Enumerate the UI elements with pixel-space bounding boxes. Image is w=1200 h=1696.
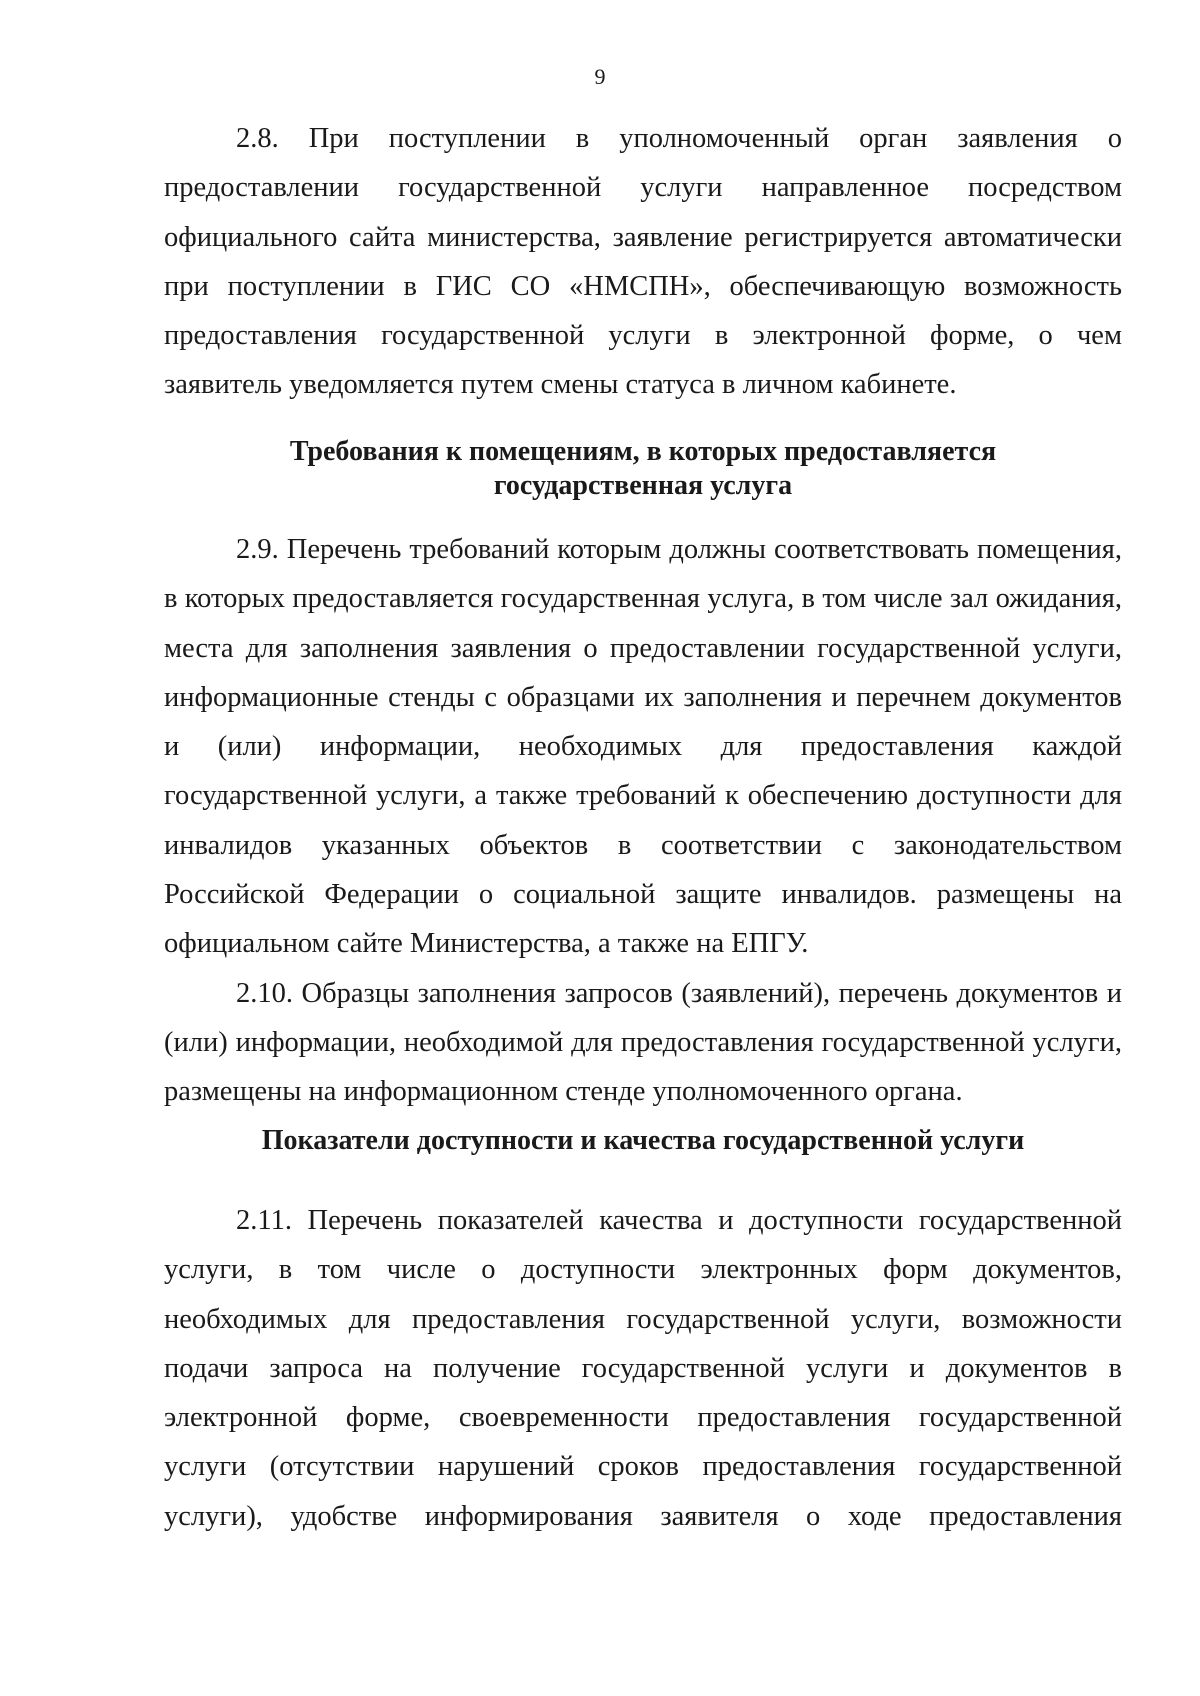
page-number: 9 bbox=[594, 64, 606, 89]
paragraph-2-9: 2.9. Перечень требований которым должны соответствовать помещения, в которых предоставляется государственная услуга, в том числе зал ожидания, места для заполнения заявления о предоставлении государственной услуги, информационные стенды с образцами их заполнения и перечнем документов и (или) информации, необходимых для предоставления каждой государственной услуги, а также требований к обеспечению доступности для инвалидов указанных объектов в соответствии с законодательством Российской Федерации о социальной защите инвалидов. размещены на официальном сайте Министерства, а также на ЕПГУ. bbox=[164, 534, 1122, 960]
heading-premises-line-1: Требования к помещениям, в которых предоставляется bbox=[289, 436, 997, 467]
section-2-8 bbox=[164, 114, 1122, 410]
section-2-11 bbox=[164, 1196, 1122, 1541]
paragraph-2-8: 2.8. При поступлении в уполномоченный орган заявления о предоставлении государственной услуги направленное посредством официального сайта министерства, заявление регистрируется автоматически при поступлении в ГИС СО «НМСПН», обеспечивающую возможность предоставления государственной услуги в электронной форме, о чем заявитель уведомляется путем смены статуса в личном кабинете. bbox=[164, 123, 1122, 401]
heading-premises-requirements bbox=[164, 435, 1122, 503]
heading-premises-line-2: государственная услуга bbox=[493, 470, 793, 501]
section-2-9-2-10 bbox=[164, 525, 1122, 1117]
paragraph-2-10: 2.10. Образцы заполнения запросов (заявлений), перечень документов и (или) информации, необходимой для предоставления государственной услуги, размещены на информационном стенде уполномоченного органа. bbox=[164, 977, 1122, 1108]
paragraph-2-11: 2.11. Перечень показателей качества и доступности государственной услуги, в том числе о доступности электронных форм документов, необходимых для предоставления государственной услуги, возможности подачи запроса на получение государственной услуги и документов в электронной форме, своевременности предоставления государственной услуги (отсутствии нарушений сроков предоставления государственной услуги), удобстве информирования заявителя о ходе предоставления bbox=[164, 1205, 1122, 1532]
heading-quality-indicators: Показатели доступности и качества государственной услуги bbox=[261, 1125, 1025, 1156]
